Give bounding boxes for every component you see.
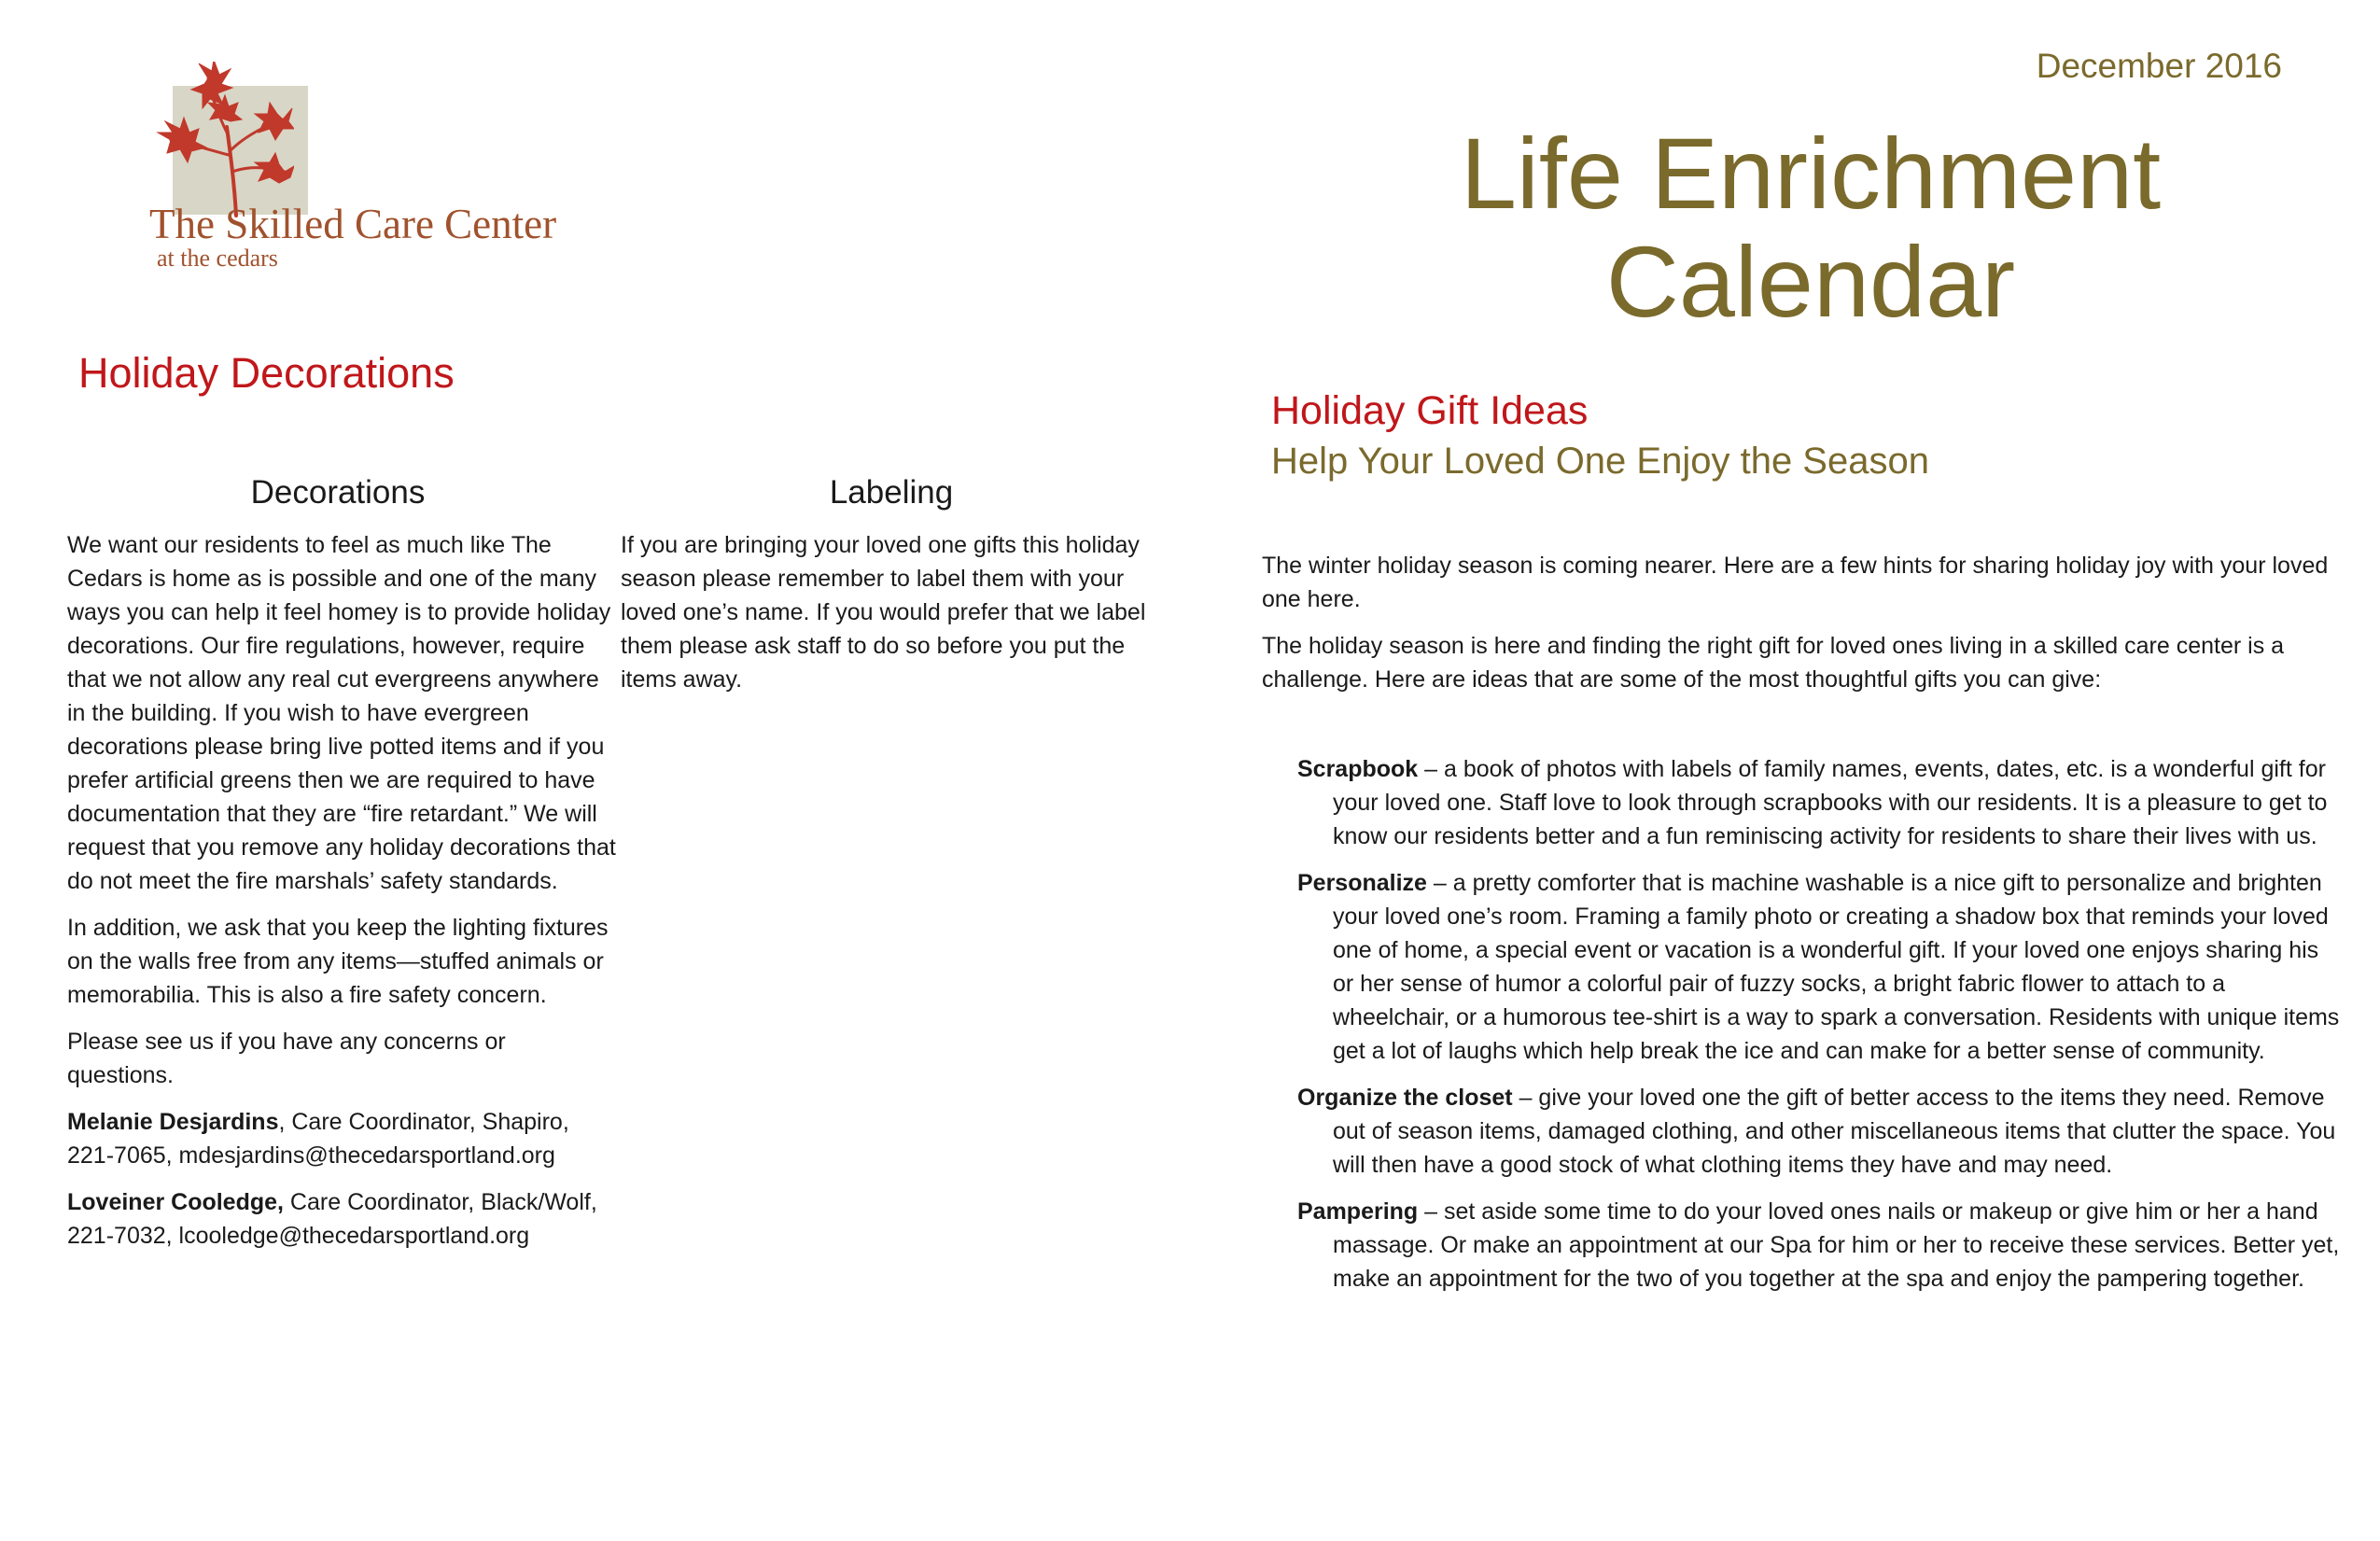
idea-text: – a book of photos with labels of family names, events, dates, etc. is a wonderful gift for your loved one. Staff love to look through scrapbooks with our residents. It is a pleasure to get to know our residents better and a fun reminiscing activity for residents to share their lives with us. (1333, 756, 2328, 849)
idea-text: – set aside some time to do your loved ones nails or makeup or give him or her a hand massage. Or make an appointment at our Spa for him or her to receive these services. Better yet, make an appointment for the two of you together at the spa and enjoy the pampering together. (1333, 1198, 2340, 1292)
gift-ideas-list (1297, 752, 2345, 1309)
idea-term: Pampering (1297, 1198, 1419, 1225)
labeling-column (621, 528, 1167, 709)
title-line-2: Calendar (1605, 225, 2016, 338)
idea-term: Scrapbook (1297, 756, 1419, 782)
contact-name: Loveiner Cooledge, (67, 1189, 284, 1215)
list-item (1297, 866, 2345, 1068)
list-item (1297, 752, 2345, 853)
idea-text: – a pretty comforter that is machine washable is a nice gift to personalize and brighten your loved one’s room. Framing a family photo or creating a shadow box that reminds your loved one of home, a special event or vacation is a wonderful gift. If your loved one enjoys sharing his or her sense of humor a colorful pair of fuzzy socks, a bright fabric flower to attach to a wheelchair, or a humorous tee-shirt is a way to spark a conversation. Residents with unique items get a lot of laughs which help break the ice and can make for a better sense of community. (1333, 870, 2340, 1064)
paragraph: The holiday season is here and finding the right gift for loved ones living in a skilled care center is a challenge. Here are ideas that are some of the most thoughtful gifts you can give: (1262, 633, 2285, 693)
gift-intro (1262, 549, 2345, 709)
idea-text: – give your loved one the gift of better access to the items they need. Remove out of season items, damaged clothing, and other miscellaneous items that clutter the space. You will then have a good stock of what clothing items they have and may need. (1333, 1085, 2336, 1178)
paragraph: The winter holiday season is coming nearer. Here are a few hints for sharing holiday joy with your loved one here. (1262, 553, 2329, 612)
issue-date: December 2016 (2036, 47, 2282, 85)
logo-name: The Skilled Care Center (149, 201, 557, 247)
contact-name: Melanie Desjardins (67, 1109, 279, 1135)
contact-melanie (67, 1105, 618, 1172)
idea-term: Personalize (1297, 870, 1427, 896)
paragraph: We want our residents to feel as much like The Cedars is home as is possible and one of the many ways you can help it feel homey is to provide holiday decorations. Our fire regulations, however, require that we not allow any real cut evergreens anywhere in the building. If you wish to have evergreen decorations please bring live potted items and if you prefer artificial greens then we are required to have documentation that they are “fire retardant.” We will request that you remove any holiday decorations that do not meet the fire marshals’ safety standards. (67, 532, 616, 894)
paragraph: In addition, we ask that you keep the lighting fixtures on the walls free from any items—stuffed animals or memorabilia. This is also a fire safety concern. (67, 915, 609, 1008)
page-title (1363, 119, 2259, 336)
paragraph: If you are bringing your loved one gifts this holiday season please remember to label them with your loved one’s name. If you would prefer that we label them please ask staff to do so before you put the items away. (621, 532, 1146, 693)
section-subheading: Help Your Loved One Enjoy the Season (1271, 441, 1929, 482)
contact-details: Care Coordinator, Black/Wolf, 221-7032, lcooledge@thecedarsportland.org (67, 1189, 597, 1249)
logo (140, 62, 644, 286)
contact-loveiner (67, 1185, 618, 1253)
decorations-column (67, 528, 618, 1266)
leaf-branch-icon (154, 62, 294, 220)
section-heading-decorations: Holiday Decorations (78, 349, 455, 397)
column-title-decorations: Decorations (250, 474, 426, 511)
idea-term: Organize the closet (1297, 1085, 1513, 1111)
contact-details: , Care Coordinator, Shapiro, 221-7065, mdesjardins@thecedarsportland.org (67, 1109, 569, 1169)
paragraph: Please see us if you have any concerns or questions. (67, 1029, 506, 1088)
column-title-labeling: Labeling (829, 474, 954, 511)
list-item (1297, 1081, 2345, 1182)
section-heading-gift-ideas: Holiday Gift Ideas (1271, 388, 1589, 433)
list-item (1297, 1195, 2345, 1296)
title-line-1: Life Enrichment (1460, 117, 2162, 230)
logo-subtitle: at the cedars (157, 245, 278, 272)
